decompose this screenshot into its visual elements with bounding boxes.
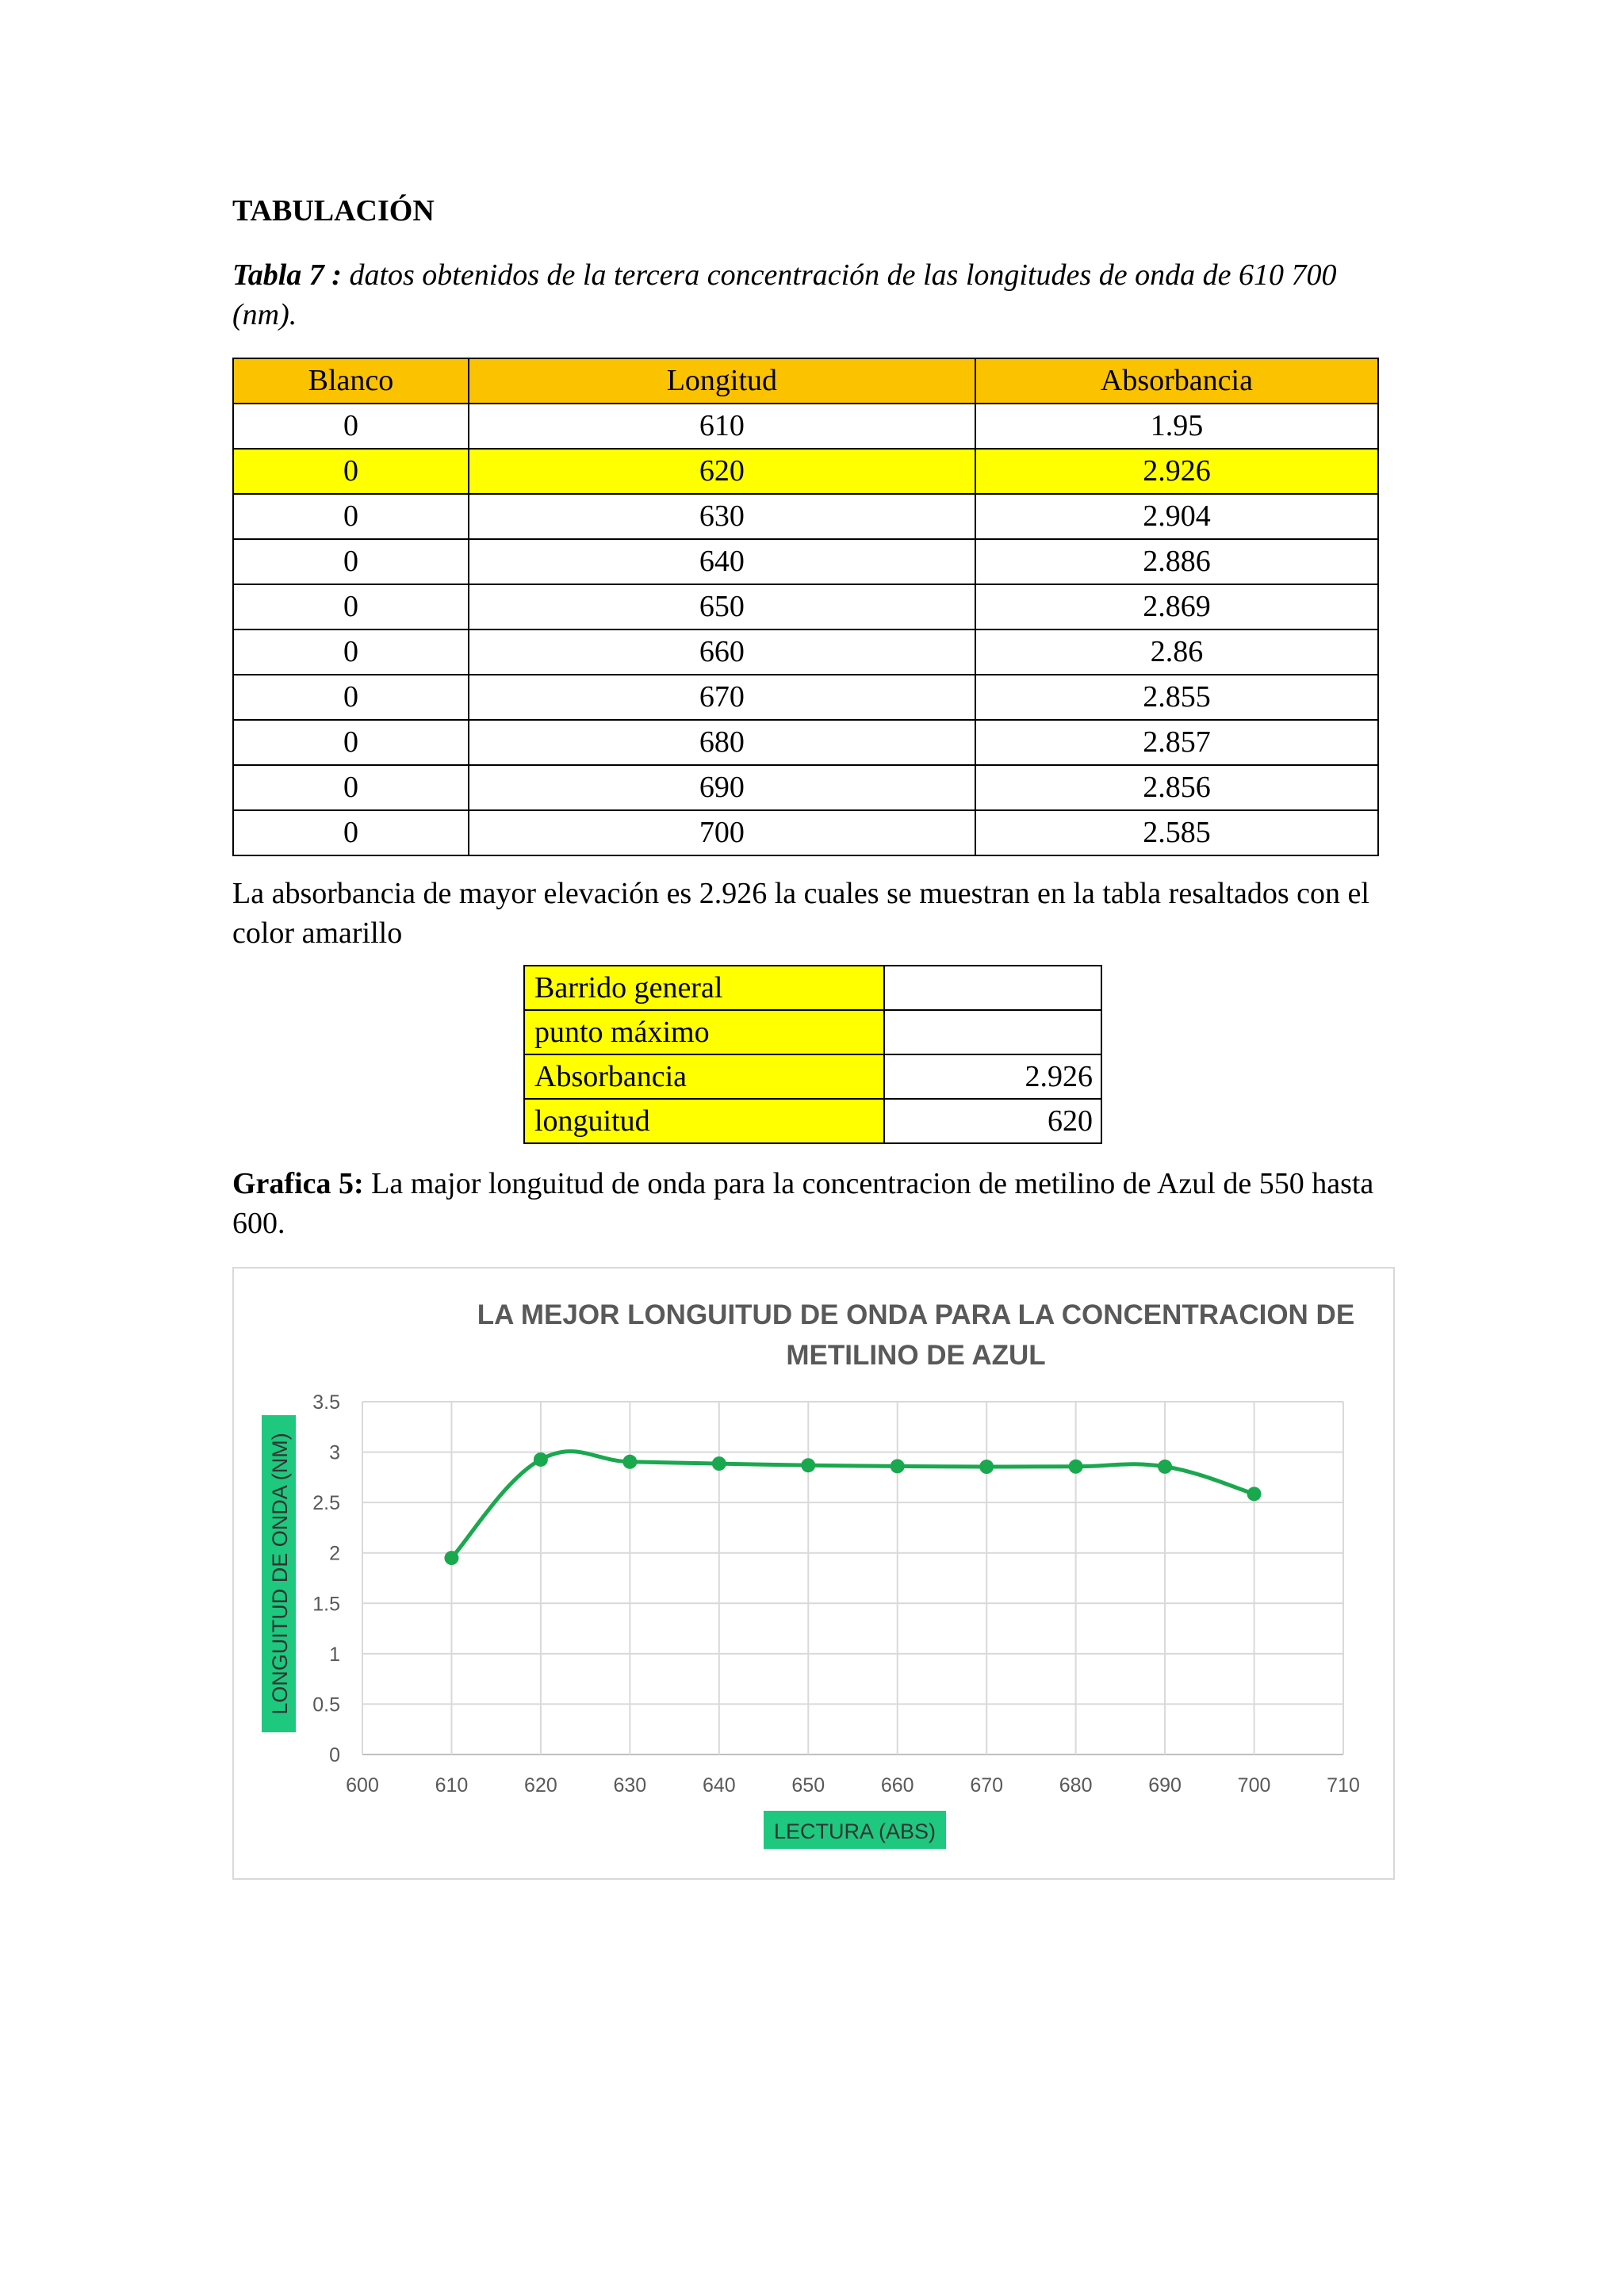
- table-cell: 670: [469, 675, 975, 720]
- graph-caption-label: Grafica 5:: [232, 1167, 364, 1200]
- table-cell: 0: [233, 539, 469, 584]
- data-point: [891, 1459, 905, 1473]
- table-cell: 0: [233, 404, 469, 449]
- graph-caption: [232, 1164, 1406, 1243]
- summary-key: Absorbancia: [524, 1054, 884, 1099]
- table-cell: 2.86: [975, 629, 1378, 675]
- table-cell: 630: [469, 494, 975, 539]
- summary-value: [884, 1010, 1101, 1054]
- y-tick-labels: [312, 1391, 340, 1766]
- table-cell: 640: [469, 539, 975, 584]
- x-tick-label: 600: [346, 1774, 379, 1797]
- table-cell: 0: [233, 720, 469, 765]
- summary-key: Barrido general: [524, 966, 884, 1010]
- summary-key: longuitud: [524, 1099, 884, 1143]
- x-tick-label: 650: [791, 1774, 825, 1797]
- data-point: [622, 1455, 637, 1469]
- data-point: [534, 1452, 548, 1467]
- x-tick-label: 640: [702, 1774, 736, 1797]
- summary-row: [524, 966, 1101, 1010]
- summary-value: 2.926: [884, 1054, 1101, 1099]
- summary-row: [524, 1010, 1101, 1054]
- table-row: [233, 494, 1378, 539]
- summary-key: punto máximo: [524, 1010, 884, 1054]
- table-row: [233, 629, 1378, 675]
- table-cell: 0: [233, 629, 469, 675]
- graph-caption-text: La major longuitud de onda para la concentracion de metilino de Azul de 550 hasta 600.: [232, 1167, 1374, 1240]
- table-cell: 2.886: [975, 539, 1378, 584]
- data-point: [979, 1460, 994, 1474]
- y-tick-label: 1.5: [312, 1593, 340, 1616]
- x-axis-label: LECTURA (ABS): [773, 1820, 936, 1843]
- chart-grid: [362, 1402, 1343, 1755]
- x-tick-label: 690: [1148, 1774, 1182, 1797]
- table-cell: 1.95: [975, 404, 1378, 449]
- y-tick-label: 2: [329, 1542, 340, 1565]
- data-point: [712, 1456, 726, 1471]
- table-cell: 0: [233, 765, 469, 810]
- data-point: [801, 1458, 815, 1472]
- table-cell: 0: [233, 494, 469, 539]
- summary-value: [884, 966, 1101, 1010]
- note-text: La absorbancia de mayor elevación es 2.926 la cuales se muestran en la tabla resaltados con el color amarillo: [232, 877, 1369, 950]
- summary-row: [524, 1099, 1101, 1143]
- y-tick-label: 0: [329, 1744, 340, 1766]
- x-tick-label: 670: [970, 1774, 1004, 1797]
- data-point: [1069, 1460, 1083, 1474]
- table-row: [233, 765, 1378, 810]
- summary-value: 620: [884, 1099, 1101, 1143]
- table-cell: 2.585: [975, 810, 1378, 855]
- x-tick-label: 710: [1327, 1774, 1360, 1797]
- table-cell: 2.855: [975, 675, 1378, 720]
- table-cell: 650: [469, 584, 975, 629]
- table-cell: 620: [469, 449, 975, 494]
- y-tick-label: 1: [329, 1643, 340, 1666]
- chart-title-line-1: LA MEJOR LONGUITUD DE ONDA PARA LA CONCENTRACION DE: [477, 1299, 1355, 1330]
- table-row: [233, 584, 1378, 629]
- data-point: [1158, 1460, 1172, 1474]
- chart-container: [232, 1267, 1395, 1880]
- table-row: [233, 675, 1378, 720]
- x-tick-label: 630: [613, 1774, 647, 1797]
- series-line: [451, 1452, 1254, 1558]
- table-cell: 2.857: [975, 720, 1378, 765]
- table-caption-label: Tabla 7 :: [232, 258, 342, 292]
- table-cell: 0: [233, 675, 469, 720]
- table-cell: 2.869: [975, 584, 1378, 629]
- table-caption-text: datos obtenidos de la tercera concentración de las longitudes de onda de 610 700 (nm).: [232, 258, 1337, 331]
- line-chart: [234, 1269, 1393, 1878]
- section-heading: TABULACIÓN: [232, 194, 435, 228]
- data-point: [444, 1551, 458, 1565]
- table-cell: 2.926: [975, 449, 1378, 494]
- y-tick-label: 0.5: [312, 1693, 340, 1716]
- x-tick-label: 700: [1237, 1774, 1271, 1797]
- absorbance-table: [232, 358, 1379, 856]
- table-row: [233, 404, 1378, 449]
- table-cell: 0: [233, 584, 469, 629]
- table-row: [233, 539, 1378, 584]
- x-tick-label: 620: [524, 1774, 557, 1797]
- table-caption: [232, 255, 1398, 335]
- table-cell: 0: [233, 810, 469, 855]
- table-row: [233, 720, 1378, 765]
- x-tick-label: 610: [435, 1774, 469, 1797]
- table-cell: 660: [469, 629, 975, 675]
- table-cell: 680: [469, 720, 975, 765]
- header-cell: Longitud: [469, 358, 975, 404]
- header-cell: Absorbancia: [975, 358, 1378, 404]
- y-tick-label: 2.5: [312, 1492, 340, 1515]
- table-header-row: [233, 358, 1378, 404]
- x-tick-labels: [346, 1774, 1360, 1797]
- data-point: [1247, 1487, 1262, 1501]
- data-points: [444, 1452, 1261, 1565]
- table-cell: 610: [469, 404, 975, 449]
- table-cell: 2.856: [975, 765, 1378, 810]
- chart-title-line-2: METILINO DE AZUL: [786, 1340, 1046, 1371]
- y-axis-label: LONGUITUD DE ONDA (NM): [268, 1433, 292, 1715]
- header-cell: Blanco: [233, 358, 469, 404]
- table-cell: 2.904: [975, 494, 1378, 539]
- table-cell: 0: [233, 449, 469, 494]
- table-cell: 690: [469, 765, 975, 810]
- x-tick-label: 680: [1059, 1774, 1093, 1797]
- table-row: [233, 449, 1378, 494]
- summary-table: [523, 965, 1102, 1144]
- table-row: [233, 810, 1378, 855]
- x-tick-label: 660: [880, 1774, 914, 1797]
- summary-row: [524, 1054, 1101, 1099]
- y-tick-label: 3.5: [312, 1391, 340, 1414]
- table-cell: 700: [469, 810, 975, 855]
- y-tick-label: 3: [329, 1441, 340, 1464]
